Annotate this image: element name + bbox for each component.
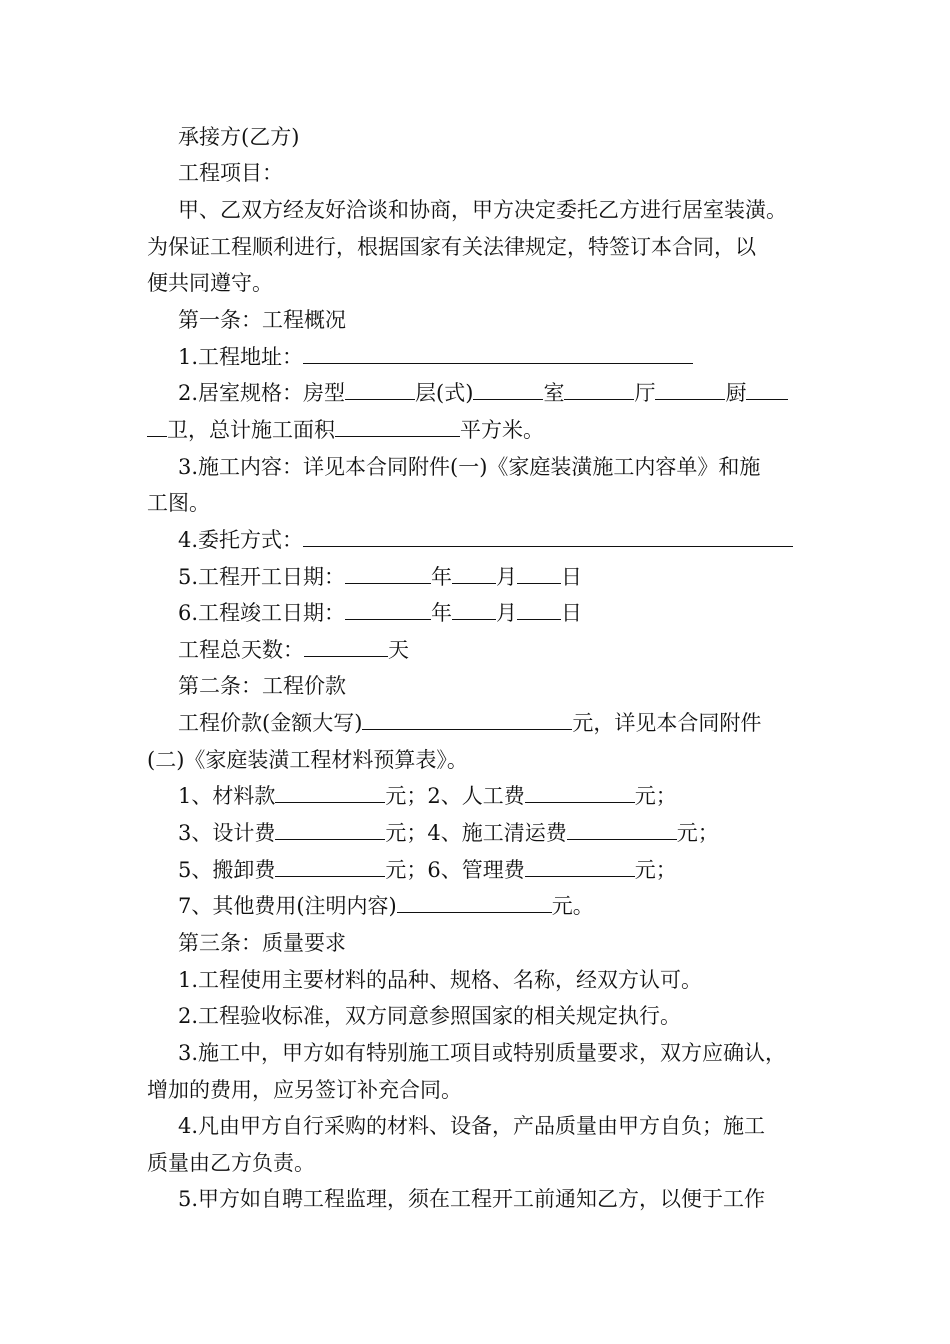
- quality-clause-4-line-2: 质量由乙方负责。: [147, 1151, 315, 1175]
- price-line-2: (二)《家庭装潢工程材料预算表》。: [147, 748, 468, 772]
- quality-clause-5-line-1: 5.甲方如自聘工程监理，须在工程开工前通知乙方，以便于工作: [178, 1187, 766, 1211]
- start-month-blank[interactable]: [452, 563, 496, 584]
- address-blank[interactable]: [303, 343, 693, 364]
- quality-clause-3-line-1: 3.施工中，甲方如有特别施工项目或特别质量要求，双方应确认，: [178, 1041, 787, 1065]
- other-fee-blank[interactable]: [397, 892, 552, 913]
- bathrooms-blank-start[interactable]: [746, 379, 788, 400]
- project-name-line: 工程项目：: [178, 161, 283, 185]
- article-3-heading: 第三条：质量要求: [178, 931, 346, 955]
- rooms-blank[interactable]: [473, 379, 543, 400]
- price-line-1: 工程价款(金额大写) 元，详见本合同附件: [178, 711, 762, 735]
- start-day-blank[interactable]: [517, 563, 561, 584]
- project-address-line: 1.工程地址：: [178, 342, 693, 372]
- contractor-party-line: 承接方(乙方): [178, 125, 300, 149]
- quality-clause-3-line-2: 增加的费用，应另签订补充合同。: [147, 1078, 462, 1102]
- layout-type-blank[interactable]: [345, 379, 415, 400]
- quality-clause-1: 1.工程使用主要材料的品种、规格、名称，经双方认可。: [178, 968, 703, 992]
- end-date-line: 6.工程竣工日期： 年 月 日: [178, 601, 583, 625]
- management-fee-blank[interactable]: [525, 856, 635, 877]
- preamble-line-3: 便共同遵守。: [147, 271, 273, 295]
- entrust-method-blank[interactable]: [303, 526, 793, 547]
- fee-line-2: 3、设计费 元；4、施工清运费 元；: [178, 821, 719, 845]
- labor-fee-blank[interactable]: [525, 782, 635, 803]
- material-fee-blank[interactable]: [275, 782, 385, 803]
- quality-clause-4-line-1: 4.凡由甲方自行采购的材料、设备，产品质量由甲方自负；施工: [178, 1114, 766, 1138]
- quality-clause-2: 2.工程验收标准，双方同意参照国家的相关规定执行。: [178, 1004, 682, 1028]
- room-spec-line-2: 卫，总计施工面积 平方米。: [147, 415, 544, 445]
- article-1-heading: 第一条：工程概况: [178, 308, 346, 332]
- handling-fee-blank[interactable]: [275, 856, 385, 877]
- price-amount-blank[interactable]: [362, 709, 572, 730]
- cleanup-fee-blank[interactable]: [567, 819, 677, 840]
- start-date-line: 5.工程开工日期： 年 月 日: [178, 565, 583, 589]
- end-year-blank[interactable]: [345, 599, 431, 620]
- entrust-method-line: 4.委托方式：: [178, 525, 793, 555]
- fee-line-1: 1、材料款 元；2、人工费 元；: [178, 784, 677, 808]
- start-year-blank[interactable]: [345, 563, 431, 584]
- end-month-blank[interactable]: [452, 599, 496, 620]
- fee-line-4: 7、其他费用(注明内容) 元。: [178, 894, 594, 918]
- work-content-line-2: 工图。: [147, 491, 210, 515]
- room-spec-line: 2.居室规格：房型 层(式) 室 厅 厨: [178, 378, 788, 408]
- design-fee-blank[interactable]: [275, 819, 385, 840]
- preamble-line-2: 为保证工程顺利进行，根据国家有关法律规定，特签订本合同，以: [147, 235, 756, 259]
- work-content-line-1: 3.施工内容：详见本合同附件(一)《家庭装潢施工内容单》和施: [178, 455, 761, 479]
- halls-blank[interactable]: [564, 379, 634, 400]
- kitchens-blank[interactable]: [655, 379, 725, 400]
- fee-line-3: 5、搬卸费 元；6、管理费 元；: [178, 858, 677, 882]
- end-day-blank[interactable]: [517, 599, 561, 620]
- article-2-heading: 第二条：工程价款: [178, 674, 346, 698]
- total-days-blank[interactable]: [304, 636, 388, 657]
- preamble-line-1: 甲、乙双方经友好洽谈和协商，甲方决定委托乙方进行居室装潢。: [178, 198, 787, 222]
- bathrooms-blank-end[interactable]: [147, 416, 167, 437]
- total-days-line: 工程总天数： 天: [178, 638, 409, 662]
- area-blank[interactable]: [335, 416, 460, 437]
